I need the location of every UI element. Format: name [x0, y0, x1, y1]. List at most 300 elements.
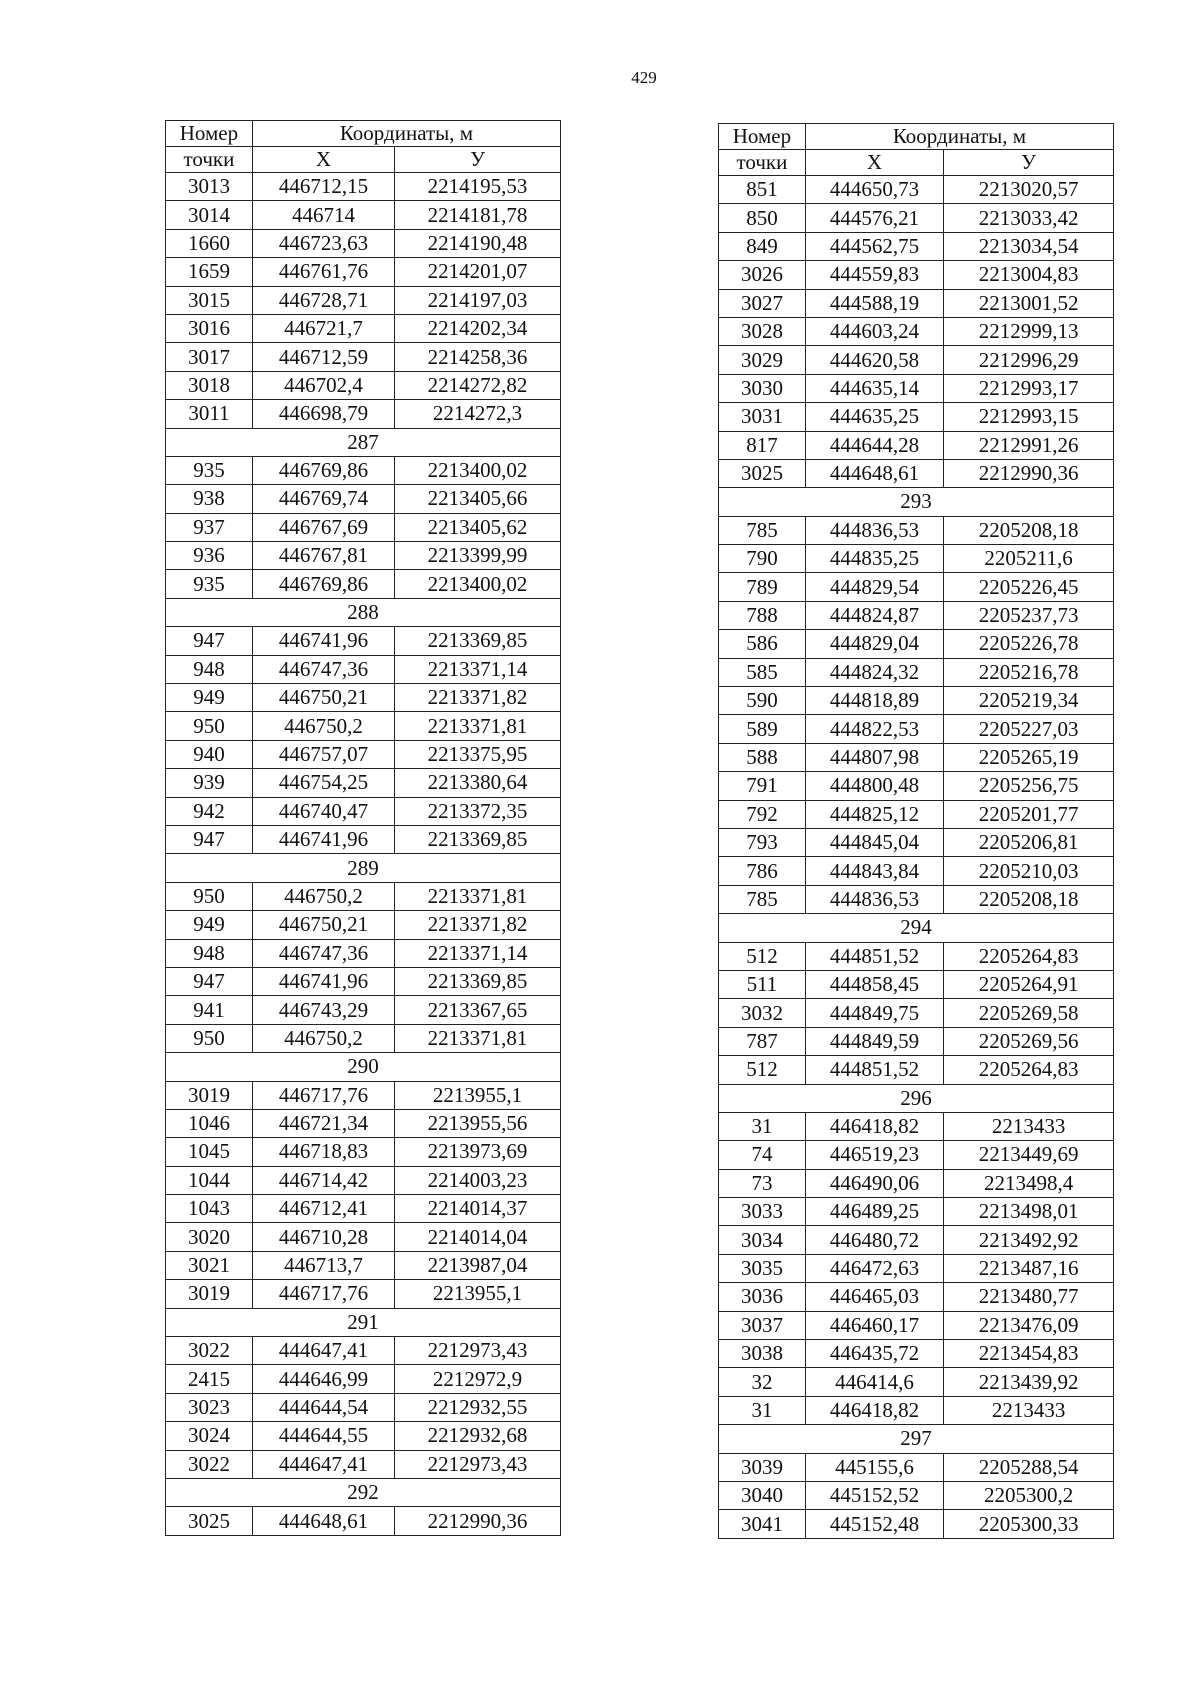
x-coordinate-cell: 446489,25 — [805, 1198, 943, 1226]
point-number-cell: 1044 — [166, 1166, 253, 1194]
x-coordinate-cell: 444849,75 — [805, 999, 943, 1027]
y-coordinate-cell: 2214014,04 — [395, 1223, 561, 1251]
x-coordinate-cell: 444849,59 — [805, 1027, 943, 1055]
y-coordinate-cell: 2213498,4 — [944, 1169, 1114, 1197]
section-label: 297 — [719, 1425, 1114, 1453]
table-row — [166, 1195, 561, 1223]
x-coordinate-cell: 446712,59 — [252, 343, 394, 371]
point-number-cell: 3022 — [166, 1450, 253, 1478]
y-coordinate-cell: 2205201,77 — [944, 800, 1114, 828]
x-coordinate-cell: 444829,54 — [805, 573, 943, 601]
y-coordinate-cell: 2213498,01 — [944, 1198, 1114, 1226]
point-number-cell: 588 — [719, 743, 806, 771]
table-row — [719, 1368, 1114, 1396]
y-coordinate-cell: 2213033,42 — [944, 204, 1114, 232]
x-coordinate-cell: 444650,73 — [805, 176, 943, 204]
table-row — [166, 769, 561, 797]
y-coordinate-cell: 2213369,85 — [395, 825, 561, 853]
point-number-cell: 3030 — [719, 374, 806, 402]
y-coordinate-cell: 2213955,56 — [395, 1109, 561, 1137]
point-number-cell: 3029 — [719, 346, 806, 374]
x-coordinate-cell: 444644,28 — [805, 431, 943, 459]
x-coordinate-cell: 444588,19 — [805, 289, 943, 317]
point-number-cell: 947 — [166, 825, 253, 853]
table-row — [166, 542, 561, 570]
y-coordinate-cell: 2214003,23 — [395, 1166, 561, 1194]
x-coordinate-cell: 445155,6 — [805, 1453, 943, 1481]
header-row — [719, 124, 1114, 150]
y-coordinate-cell: 2214195,53 — [395, 173, 561, 201]
point-number-cell: 589 — [719, 715, 806, 743]
point-number-cell: 849 — [719, 232, 806, 260]
y-coordinate-cell: 2213492,92 — [944, 1226, 1114, 1254]
y-coordinate-cell: 2213004,83 — [944, 261, 1114, 289]
y-coordinate-cell: 2212990,36 — [395, 1507, 561, 1535]
table-row — [719, 1198, 1114, 1226]
header-x: X — [252, 147, 394, 173]
point-number-cell: 3014 — [166, 201, 253, 229]
section-label: 291 — [166, 1308, 561, 1336]
point-number-cell: 3025 — [166, 1507, 253, 1535]
y-coordinate-cell: 2212973,43 — [395, 1450, 561, 1478]
x-coordinate-cell: 446754,25 — [252, 769, 394, 797]
point-number-cell: 1046 — [166, 1109, 253, 1137]
header-y: У — [395, 147, 561, 173]
table-row — [166, 513, 561, 541]
y-coordinate-cell: 2213369,85 — [395, 967, 561, 995]
header-row — [166, 121, 561, 147]
y-coordinate-cell: 2212932,68 — [395, 1422, 561, 1450]
point-number-cell: 791 — [719, 772, 806, 800]
table-row — [166, 1280, 561, 1308]
x-coordinate-cell: 444620,58 — [805, 346, 943, 374]
y-coordinate-cell: 2205288,54 — [944, 1453, 1114, 1481]
point-number-cell: 32 — [719, 1368, 806, 1396]
point-number-cell: 3032 — [719, 999, 806, 1027]
point-number-cell: 3038 — [719, 1340, 806, 1368]
point-number-cell: 936 — [166, 542, 253, 570]
y-coordinate-cell: 2213487,16 — [944, 1254, 1114, 1282]
point-number-cell: 3016 — [166, 314, 253, 342]
point-number-cell: 3015 — [166, 286, 253, 314]
y-coordinate-cell: 2212973,43 — [395, 1337, 561, 1365]
table-row — [166, 1337, 561, 1365]
table-row — [719, 970, 1114, 998]
table-row — [719, 459, 1114, 487]
y-coordinate-cell: 2214258,36 — [395, 343, 561, 371]
y-coordinate-cell: 2214272,3 — [395, 400, 561, 428]
section-row — [166, 1308, 561, 1336]
table-row — [166, 1081, 561, 1109]
y-coordinate-cell: 2213400,02 — [395, 456, 561, 484]
point-number-cell: 3021 — [166, 1251, 253, 1279]
y-coordinate-cell: 2205265,19 — [944, 743, 1114, 771]
table-row — [166, 1223, 561, 1251]
section-row — [166, 1478, 561, 1506]
table-row — [166, 1251, 561, 1279]
x-coordinate-cell: 446750,2 — [252, 1024, 394, 1052]
section-row — [719, 1084, 1114, 1112]
x-coordinate-cell: 444635,14 — [805, 374, 943, 402]
point-number-cell: 789 — [719, 573, 806, 601]
table-row — [166, 712, 561, 740]
y-coordinate-cell: 2205237,73 — [944, 601, 1114, 629]
table-row — [166, 456, 561, 484]
y-coordinate-cell: 2213987,04 — [395, 1251, 561, 1279]
x-coordinate-cell: 446702,4 — [252, 371, 394, 399]
table-row — [166, 655, 561, 683]
table-row — [166, 1109, 561, 1137]
table-row — [166, 740, 561, 768]
x-coordinate-cell: 444647,41 — [252, 1450, 394, 1478]
table-row — [166, 1166, 561, 1194]
x-coordinate-cell: 446519,23 — [805, 1141, 943, 1169]
point-number-cell: 935 — [166, 456, 253, 484]
x-coordinate-cell: 446465,03 — [805, 1283, 943, 1311]
x-coordinate-cell: 446717,76 — [252, 1280, 394, 1308]
table-row — [719, 431, 1114, 459]
point-number-cell: 3011 — [166, 400, 253, 428]
y-coordinate-cell: 2213380,64 — [395, 769, 561, 797]
x-coordinate-cell: 444648,61 — [805, 459, 943, 487]
y-coordinate-cell: 2213367,65 — [395, 996, 561, 1024]
point-number-cell: 939 — [166, 769, 253, 797]
x-coordinate-cell: 445152,52 — [805, 1481, 943, 1509]
point-number-cell: 590 — [719, 687, 806, 715]
point-number-cell: 938 — [166, 485, 253, 513]
point-number-cell: 947 — [166, 967, 253, 995]
table-row — [719, 658, 1114, 686]
section-label: 296 — [719, 1084, 1114, 1112]
y-coordinate-cell: 2213955,1 — [395, 1081, 561, 1109]
point-number-cell: 1660 — [166, 229, 253, 257]
y-coordinate-cell: 2212996,29 — [944, 346, 1114, 374]
x-coordinate-cell: 446741,96 — [252, 825, 394, 853]
y-coordinate-cell: 2213020,57 — [944, 176, 1114, 204]
point-number-cell: 586 — [719, 630, 806, 658]
x-coordinate-cell: 444858,45 — [805, 970, 943, 998]
y-coordinate-cell: 2205264,83 — [944, 1056, 1114, 1084]
point-number-cell: 585 — [719, 658, 806, 686]
table-row — [719, 715, 1114, 743]
y-coordinate-cell: 2213399,99 — [395, 542, 561, 570]
y-coordinate-cell: 2214014,37 — [395, 1195, 561, 1223]
table-row — [166, 201, 561, 229]
table-row — [719, 800, 1114, 828]
x-coordinate-cell: 446750,2 — [252, 882, 394, 910]
table-row — [719, 573, 1114, 601]
point-number-cell: 3031 — [719, 403, 806, 431]
header-point-label: точки — [166, 147, 253, 173]
y-coordinate-cell: 2205210,03 — [944, 857, 1114, 885]
x-coordinate-cell: 446713,7 — [252, 1251, 394, 1279]
header-coordinates: Координаты, м — [805, 124, 1113, 150]
x-coordinate-cell: 446698,79 — [252, 400, 394, 428]
point-number-cell: 3037 — [719, 1311, 806, 1339]
y-coordinate-cell: 2213400,02 — [395, 570, 561, 598]
table-row — [719, 204, 1114, 232]
table-row — [166, 684, 561, 712]
x-coordinate-cell: 446767,69 — [252, 513, 394, 541]
y-coordinate-cell: 2213449,69 — [944, 1141, 1114, 1169]
table-row — [719, 630, 1114, 658]
table-row — [166, 1450, 561, 1478]
table-row — [166, 286, 561, 314]
point-number-cell: 3019 — [166, 1081, 253, 1109]
x-coordinate-cell: 446741,96 — [252, 967, 394, 995]
x-coordinate-cell: 446414,6 — [805, 1368, 943, 1396]
table-row — [719, 1453, 1114, 1481]
table-row — [719, 1481, 1114, 1509]
table-row — [719, 1311, 1114, 1339]
section-row — [719, 488, 1114, 516]
x-coordinate-cell: 446747,36 — [252, 655, 394, 683]
point-number-cell: 941 — [166, 996, 253, 1024]
table-row — [166, 882, 561, 910]
y-coordinate-cell: 2213371,14 — [395, 939, 561, 967]
table-row — [719, 942, 1114, 970]
x-coordinate-cell: 446714 — [252, 201, 394, 229]
point-number-cell: 793 — [719, 828, 806, 856]
point-number-cell: 947 — [166, 627, 253, 655]
point-number-cell: 785 — [719, 885, 806, 913]
point-number-cell: 3018 — [166, 371, 253, 399]
y-coordinate-cell: 2214272,82 — [395, 371, 561, 399]
table-row — [166, 570, 561, 598]
table-row — [166, 173, 561, 201]
x-coordinate-cell: 446747,36 — [252, 939, 394, 967]
table-row — [719, 1510, 1114, 1538]
x-coordinate-cell: 446769,74 — [252, 485, 394, 513]
x-coordinate-cell: 444824,87 — [805, 601, 943, 629]
y-coordinate-cell: 2205226,78 — [944, 630, 1114, 658]
point-number-cell: 2415 — [166, 1365, 253, 1393]
x-coordinate-cell: 446490,06 — [805, 1169, 943, 1197]
point-number-cell: 850 — [719, 204, 806, 232]
x-coordinate-cell: 444835,25 — [805, 545, 943, 573]
section-label: 292 — [166, 1478, 561, 1506]
y-coordinate-cell: 2213034,54 — [944, 232, 1114, 260]
y-coordinate-cell: 2205269,56 — [944, 1027, 1114, 1055]
header-coordinates: Координаты, м — [252, 121, 560, 147]
x-coordinate-cell: 444825,12 — [805, 800, 943, 828]
table-row — [166, 371, 561, 399]
x-coordinate-cell: 446757,07 — [252, 740, 394, 768]
y-coordinate-cell: 2205264,91 — [944, 970, 1114, 998]
table-row — [719, 1056, 1114, 1084]
y-coordinate-cell: 2213371,14 — [395, 655, 561, 683]
point-number-cell: 785 — [719, 516, 806, 544]
y-coordinate-cell: 2205300,33 — [944, 1510, 1114, 1538]
x-coordinate-cell: 446721,7 — [252, 314, 394, 342]
x-coordinate-cell: 444646,99 — [252, 1365, 394, 1393]
x-coordinate-cell: 446750,2 — [252, 712, 394, 740]
point-number-cell: 3020 — [166, 1223, 253, 1251]
x-coordinate-cell: 446723,63 — [252, 229, 394, 257]
y-coordinate-cell: 2213480,77 — [944, 1283, 1114, 1311]
point-number-cell: 3019 — [166, 1280, 253, 1308]
table-row — [166, 1365, 561, 1393]
table-row — [166, 1024, 561, 1052]
x-coordinate-cell: 446721,34 — [252, 1109, 394, 1137]
point-number-cell: 3041 — [719, 1510, 806, 1538]
table-row — [719, 1169, 1114, 1197]
header-y: У — [944, 150, 1114, 176]
point-number-cell: 3033 — [719, 1198, 806, 1226]
x-coordinate-cell: 446714,42 — [252, 1166, 394, 1194]
header-point-number: Номер — [719, 124, 806, 150]
y-coordinate-cell: 2205208,18 — [944, 885, 1114, 913]
point-number-cell: 3027 — [719, 289, 806, 317]
x-coordinate-cell: 446767,81 — [252, 542, 394, 570]
point-number-cell: 817 — [719, 431, 806, 459]
x-coordinate-cell: 446710,28 — [252, 1223, 394, 1251]
point-number-cell: 3034 — [719, 1226, 806, 1254]
table-row — [719, 403, 1114, 431]
table-row — [166, 485, 561, 513]
table-row — [719, 261, 1114, 289]
table-row — [719, 601, 1114, 629]
section-label: 290 — [166, 1053, 561, 1081]
y-coordinate-cell: 2205264,83 — [944, 942, 1114, 970]
table-row — [719, 828, 1114, 856]
y-coordinate-cell: 2212993,15 — [944, 403, 1114, 431]
header-x: X — [805, 150, 943, 176]
table-row — [166, 343, 561, 371]
point-number-cell: 3040 — [719, 1481, 806, 1509]
table-row — [166, 258, 561, 286]
section-row — [719, 1425, 1114, 1453]
table-row — [166, 314, 561, 342]
y-coordinate-cell: 2214181,78 — [395, 201, 561, 229]
y-coordinate-cell: 2213973,69 — [395, 1138, 561, 1166]
x-coordinate-cell: 444576,21 — [805, 204, 943, 232]
y-coordinate-cell: 2213371,81 — [395, 712, 561, 740]
x-coordinate-cell: 446460,17 — [805, 1311, 943, 1339]
y-coordinate-cell: 2212990,36 — [944, 459, 1114, 487]
point-number-cell: 3028 — [719, 317, 806, 345]
point-number-cell: 937 — [166, 513, 253, 541]
y-coordinate-cell: 2205300,2 — [944, 1481, 1114, 1509]
x-coordinate-cell: 444836,53 — [805, 885, 943, 913]
y-coordinate-cell: 2213372,35 — [395, 797, 561, 825]
x-coordinate-cell: 446718,83 — [252, 1138, 394, 1166]
y-coordinate-cell: 2213955,1 — [395, 1280, 561, 1308]
y-coordinate-cell: 2213405,66 — [395, 485, 561, 513]
table-row — [719, 374, 1114, 402]
point-number-cell: 948 — [166, 655, 253, 683]
table-row — [719, 999, 1114, 1027]
table-row — [166, 797, 561, 825]
x-coordinate-cell: 446435,72 — [805, 1340, 943, 1368]
point-number-cell: 3035 — [719, 1254, 806, 1282]
point-number-cell: 3024 — [166, 1422, 253, 1450]
point-number-cell: 950 — [166, 712, 253, 740]
point-number-cell: 935 — [166, 570, 253, 598]
y-coordinate-cell: 2212972,9 — [395, 1365, 561, 1393]
section-label: 288 — [166, 598, 561, 626]
point-number-cell: 942 — [166, 797, 253, 825]
coordinates-table-right — [718, 123, 1114, 1539]
point-number-cell: 512 — [719, 942, 806, 970]
table-row — [719, 1396, 1114, 1424]
point-number-cell: 512 — [719, 1056, 806, 1084]
x-coordinate-cell: 444800,48 — [805, 772, 943, 800]
point-number-cell: 74 — [719, 1141, 806, 1169]
table-row — [719, 176, 1114, 204]
y-coordinate-cell: 2205219,34 — [944, 687, 1114, 715]
y-coordinate-cell: 2213375,95 — [395, 740, 561, 768]
table-row — [166, 967, 561, 995]
point-number-cell: 3039 — [719, 1453, 806, 1481]
x-coordinate-cell: 446761,76 — [252, 258, 394, 286]
y-coordinate-cell: 2212991,26 — [944, 431, 1114, 459]
x-coordinate-cell: 444559,83 — [805, 261, 943, 289]
x-coordinate-cell: 444644,55 — [252, 1422, 394, 1450]
point-number-cell: 31 — [719, 1112, 806, 1140]
x-coordinate-cell: 445152,48 — [805, 1510, 943, 1538]
table-row — [166, 996, 561, 1024]
table-row — [719, 857, 1114, 885]
table-row — [719, 516, 1114, 544]
point-number-cell: 1043 — [166, 1195, 253, 1223]
x-coordinate-cell: 446769,86 — [252, 570, 394, 598]
point-number-cell: 940 — [166, 740, 253, 768]
x-coordinate-cell: 446740,47 — [252, 797, 394, 825]
header-point-number: Номер — [166, 121, 253, 147]
point-number-cell: 1659 — [166, 258, 253, 286]
table-body — [166, 121, 561, 1536]
header-row — [719, 150, 1114, 176]
x-coordinate-cell: 446750,21 — [252, 684, 394, 712]
point-number-cell: 3036 — [719, 1283, 806, 1311]
section-row — [719, 914, 1114, 942]
table-row — [719, 232, 1114, 260]
section-label: 287 — [166, 428, 561, 456]
point-number-cell: 31 — [719, 1396, 806, 1424]
table-row — [166, 1422, 561, 1450]
y-coordinate-cell: 2213433 — [944, 1112, 1114, 1140]
point-number-cell: 3022 — [166, 1337, 253, 1365]
table-row — [719, 1226, 1114, 1254]
section-row — [166, 428, 561, 456]
x-coordinate-cell: 446480,72 — [805, 1226, 943, 1254]
y-coordinate-cell: 2213369,85 — [395, 627, 561, 655]
table-row — [719, 1112, 1114, 1140]
table-row — [719, 885, 1114, 913]
x-coordinate-cell: 444836,53 — [805, 516, 943, 544]
table-row — [719, 289, 1114, 317]
section-row — [166, 1053, 561, 1081]
y-coordinate-cell: 2213439,92 — [944, 1368, 1114, 1396]
y-coordinate-cell: 2212993,17 — [944, 374, 1114, 402]
x-coordinate-cell: 444845,04 — [805, 828, 943, 856]
point-number-cell: 3017 — [166, 343, 253, 371]
table-row — [719, 743, 1114, 771]
point-number-cell: 950 — [166, 1024, 253, 1052]
y-coordinate-cell: 2205227,03 — [944, 715, 1114, 743]
page-number: 429 — [631, 68, 657, 87]
y-coordinate-cell: 2205256,75 — [944, 772, 1114, 800]
table-row — [719, 1254, 1114, 1282]
x-coordinate-cell: 444829,04 — [805, 630, 943, 658]
point-number-cell: 949 — [166, 911, 253, 939]
point-number-cell: 511 — [719, 970, 806, 998]
x-coordinate-cell: 444851,52 — [805, 942, 943, 970]
y-coordinate-cell: 2213371,82 — [395, 684, 561, 712]
section-label: 289 — [166, 854, 561, 882]
point-number-cell: 851 — [719, 176, 806, 204]
